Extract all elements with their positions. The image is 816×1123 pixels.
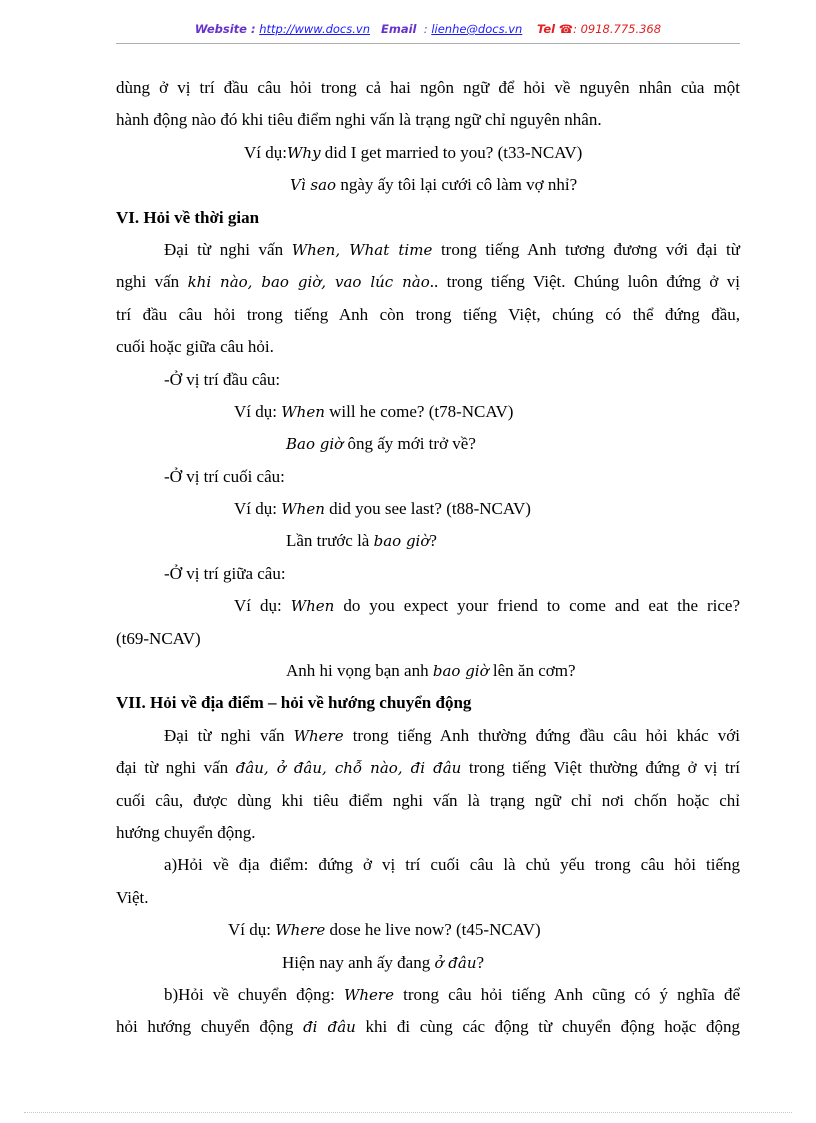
paragraph-line bbox=[116, 104, 740, 136]
text: did I get married to you? (t33-NCAV) bbox=[320, 142, 583, 162]
italic-text: đi đâu bbox=[303, 1018, 356, 1037]
italic-text: đâu, ở đâu, chỗ nào, đi đâu bbox=[235, 759, 462, 778]
position-label: -Ở vị trí giữa câu: bbox=[164, 563, 286, 583]
paragraph-line bbox=[116, 234, 740, 266]
paragraph-line bbox=[116, 299, 740, 331]
example-line bbox=[116, 396, 740, 428]
italic-text: bao giờ bbox=[373, 532, 430, 551]
italic-text: Where bbox=[275, 921, 326, 940]
text: cuối câu, được dùng khi tiêu điểm nghi vấn là trạng ngữ chỉ nơi chốn hoặc chỉ bbox=[116, 790, 740, 810]
text: hướng chuyển động. bbox=[116, 822, 256, 842]
text: khi đi cùng các động từ chuyển động hoặc động bbox=[355, 1017, 740, 1037]
italic-text: Bao giờ bbox=[286, 435, 344, 454]
text: a)Hỏi về địa điểm: đứng ở vị trí cuối câu là chủ yếu trong câu hỏi tiếng bbox=[164, 855, 740, 875]
text: dose he live now? (t45-NCAV) bbox=[325, 920, 541, 940]
text: hành động nào đó khi tiêu điểm nghi vấn là trạng ngữ chỉ nguyên nhân. bbox=[116, 110, 602, 130]
section-heading: VII. Hỏi về địa điểm – hỏi về hướng chuyển động bbox=[116, 693, 472, 713]
italic-text: Vì sao bbox=[290, 176, 337, 195]
text: do you expect your friend to come and eat the rice? bbox=[334, 596, 740, 616]
header-divider bbox=[116, 43, 740, 44]
example-line bbox=[116, 590, 740, 622]
paragraph-line bbox=[116, 266, 740, 298]
paragraph-line bbox=[116, 72, 740, 104]
paragraph-line bbox=[116, 1011, 740, 1043]
italic-text: ở đâu bbox=[434, 953, 477, 972]
position-label: -Ở vị trí đầu câu: bbox=[164, 369, 281, 389]
paragraph-line bbox=[116, 849, 740, 881]
text: cuối hoặc giữa câu hỏi. bbox=[116, 337, 274, 357]
email-separator: : bbox=[423, 22, 428, 36]
text: trong tiếng Anh tương đương với đại từ bbox=[432, 239, 740, 259]
text: Đại từ nghi vấn bbox=[164, 725, 294, 745]
position-label: -Ở vị trí cuối câu: bbox=[164, 466, 285, 486]
paragraph-line bbox=[116, 979, 740, 1011]
email-label: Email bbox=[380, 22, 417, 36]
example-translation bbox=[116, 947, 740, 979]
text: ? bbox=[476, 952, 485, 972]
paragraph-line bbox=[116, 817, 740, 849]
italic-text: khi nào, bao giờ, vao lúc nào bbox=[187, 273, 430, 292]
text: ông ấy mới trở về? bbox=[343, 434, 476, 454]
page-header bbox=[116, 22, 740, 36]
document-body bbox=[116, 72, 740, 1044]
italic-text: When bbox=[281, 500, 325, 519]
paragraph-line bbox=[116, 882, 740, 914]
paragraph-line bbox=[116, 720, 740, 752]
example-translation bbox=[116, 428, 740, 460]
text: did you see last? (t88-NCAV) bbox=[324, 499, 531, 519]
text: ? bbox=[429, 531, 437, 551]
phone-icon: ☎ bbox=[558, 22, 574, 36]
text: Ví dụ: bbox=[228, 920, 276, 940]
paragraph-line bbox=[116, 331, 740, 363]
footer-divider bbox=[24, 1112, 792, 1113]
text: Ví dụ: bbox=[234, 596, 291, 616]
italic-text: When, What time bbox=[291, 240, 433, 259]
text: lên ăn cơm? bbox=[488, 661, 576, 681]
example-line bbox=[116, 914, 740, 946]
paragraph-line bbox=[116, 752, 740, 784]
text: .. trong tiếng Việt. Chúng luôn đứng ở vị bbox=[429, 272, 740, 292]
text: trí đầu câu hỏi trong tiếng Anh còn trong tiếng Việt, chúng có thể đứng đầu, bbox=[116, 304, 740, 324]
website-label: Website : bbox=[194, 22, 256, 36]
text: Hiện nay anh ấy đang bbox=[282, 952, 435, 972]
example-translation bbox=[116, 525, 740, 557]
tel-value: : 0918.775.368 bbox=[573, 22, 662, 36]
website-link[interactable]: http://www.docs.vn bbox=[259, 22, 371, 36]
italic-text: When bbox=[281, 402, 325, 421]
text: Lần trước là bbox=[286, 531, 374, 551]
email-link[interactable]: lienhe@docs.vn bbox=[431, 22, 523, 36]
text: Ví dụ: bbox=[244, 142, 287, 162]
text: ngày ấy tôi lại cưới cô làm vợ nhỉ? bbox=[336, 175, 578, 195]
text: hỏi hướng chuyển động bbox=[116, 1017, 304, 1037]
text: Anh hi vọng bạn anh bbox=[286, 661, 433, 681]
text: trong tiếng Anh thường đứng đầu câu hỏi khác với bbox=[343, 725, 740, 745]
italic-text: Where bbox=[293, 726, 344, 745]
text: Việt. bbox=[116, 887, 149, 907]
text: đại từ nghi vấn bbox=[116, 758, 236, 778]
text: dùng ở vị trí đầu câu hỏi trong cả hai ngôn ngữ để hỏi về nguyên nhân của một bbox=[116, 78, 740, 97]
example-translation bbox=[116, 169, 740, 201]
italic-text: Why bbox=[286, 143, 321, 162]
example-translation bbox=[116, 655, 740, 687]
text: Ví dụ: bbox=[234, 499, 282, 519]
text: will he come? (t78-NCAV) bbox=[324, 401, 514, 421]
section-heading: VI. Hỏi về thời gian bbox=[116, 207, 260, 227]
paragraph-line bbox=[116, 785, 740, 817]
text: trong câu hỏi tiếng Anh cũng có ý nghĩa để bbox=[393, 984, 741, 1004]
text: nghi vấn bbox=[116, 272, 188, 292]
tel-label: Tel bbox=[536, 22, 556, 36]
example-line bbox=[116, 137, 740, 169]
italic-text: When bbox=[290, 597, 335, 616]
text: Ví dụ: bbox=[234, 401, 282, 421]
example-line bbox=[116, 493, 740, 525]
text: trong tiếng Việt thường đứng ở vị trí bbox=[461, 758, 741, 778]
text: Đại từ nghi vấn bbox=[164, 239, 292, 259]
italic-text: bao giờ bbox=[432, 662, 489, 681]
example-source: (t69-NCAV) bbox=[116, 628, 201, 648]
text: b)Hỏi về chuyển động: bbox=[164, 984, 344, 1004]
italic-text: Where bbox=[343, 985, 394, 1004]
